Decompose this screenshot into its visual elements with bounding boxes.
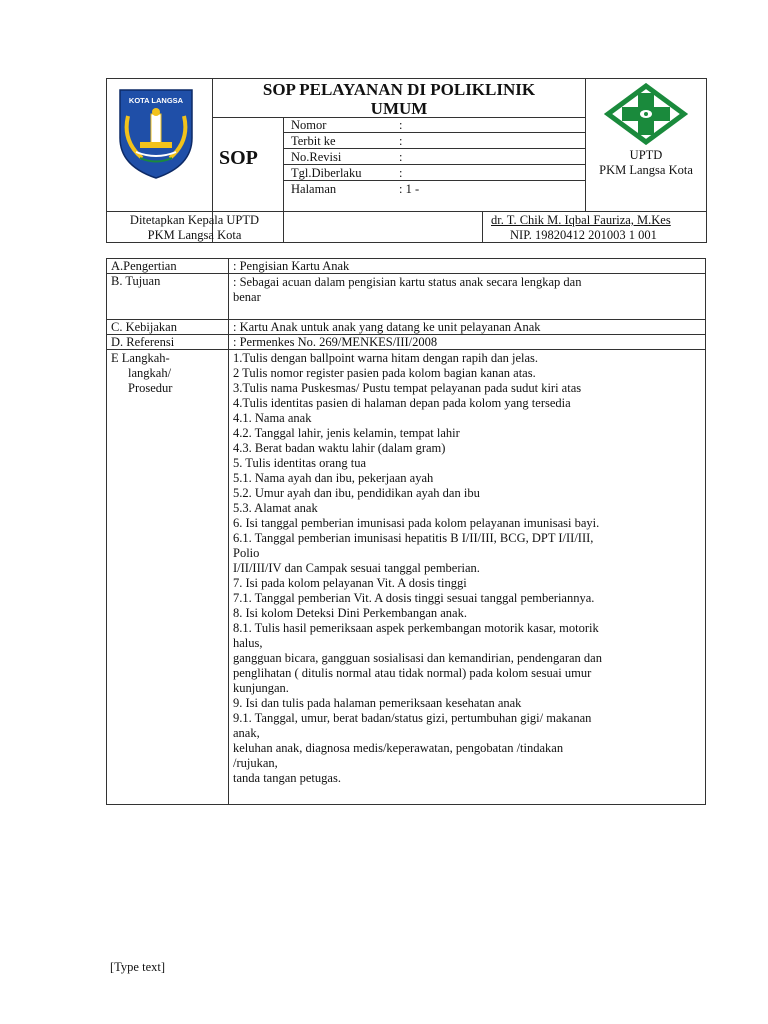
procedure-line: 1.Tulis dengan ballpoint warna hitam dengan rapih dan jelas. — [233, 351, 539, 365]
row-tujuan-content-2: benar — [233, 290, 261, 304]
ditetapkan-line-2: PKM Langsa Kota — [147, 228, 242, 242]
procedure-line: keluhan anak, diagnosa medis/keperawatan, pengobatan /tindakan — [233, 741, 564, 755]
field-nomor-value: : — [399, 118, 403, 132]
procedure-line: 6. Isi tanggal pemberian imunisasi pada kolom pelayanan imunisasi bayi. — [233, 516, 600, 530]
procedure-line: gangguan bicara, gangguan sosialisasi dan kemandirian, pendengaran dan — [233, 651, 602, 665]
procedure-line: 9. Isi dan tulis pada halaman pemeriksaan kesehatan anak — [233, 696, 522, 710]
procedure-line: Polio — [233, 546, 260, 560]
field-halaman-value: : 1 - — [399, 182, 420, 196]
field-revisi-label: No.Revisi — [291, 150, 342, 164]
page-title — [212, 80, 586, 118]
procedure-line: 6.1. Tanggal pemberian imunisasi hepatitis B I/II/III, BCG, DPT I/II/III, — [233, 531, 594, 545]
procedure-line: anak, — [233, 726, 260, 740]
procedure-line: halus, — [233, 636, 263, 650]
org-name: PKM Langsa Kota — [599, 163, 693, 177]
procedure-line: 7.1. Tanggal pemberian Vit. A dosis tinggi sesuai tanggal pemberiannya. — [233, 591, 595, 605]
signer-name: dr. T. Chik M. Iqbal Fauriza, M.Kes — [491, 213, 671, 227]
field-terbit-value: : — [399, 134, 403, 148]
row-referensi-content: : Permenkes No. 269/MENKES/III/2008 — [233, 335, 438, 349]
row-prosedur-label-3: Prosedur — [128, 381, 173, 395]
row-prosedur-label-2: langkah/ — [128, 366, 172, 380]
footer-placeholder[interactable]: [Type text] — [110, 960, 166, 974]
title-line-1: SOP PELAYANAN DI POLIKLINIK — [262, 80, 536, 99]
procedure-line: 4.2. Tanggal lahir, jenis kelamin, tempat lahir — [233, 426, 460, 440]
sop-label: SOP — [219, 147, 258, 169]
row-tujuan-content-1: : Sebagai acuan dalam pengisian kartu status anak secara lengkap dan — [233, 275, 582, 289]
ditetapkan-line-1: Ditetapkan Kepala UPTD — [129, 213, 260, 227]
procedure-line: 3.Tulis nama Puskesmas/ Pustu tempat pelayanan pada sudut kiri atas — [233, 381, 582, 395]
row-kebijakan-content: : Kartu Anak untuk anak yang datang ke unit pelayanan Anak — [233, 320, 541, 334]
title-line-2: UMUM — [370, 99, 428, 118]
row-kebijakan-label: C. Kebijakan — [111, 320, 177, 334]
kota-langsa-logo — [114, 86, 198, 180]
field-halaman-label: Halaman — [291, 182, 337, 196]
row-prosedur-label-1: E Langkah- — [111, 351, 170, 365]
procedure-line: 9.1. Tanggal, umur, berat badan/status gizi, pertumbuhan gigi/ makanan — [233, 711, 592, 725]
row-pengertian-label: A.Pengertian — [111, 259, 177, 273]
procedure-line: 5.3. Alamat anak — [233, 501, 318, 515]
procedure-line: tanda tangan petugas. — [233, 771, 341, 785]
field-nomor-label: Nomor — [291, 118, 327, 132]
field-diberlaku-label: Tgl.Diberlaku — [291, 166, 362, 180]
procedure-line: 5. Tulis identitas orang tua — [233, 456, 366, 470]
procedure-line: /rujukan, — [233, 756, 278, 770]
procedure-line: 4.3. Berat badan waktu lahir (dalam gram) — [233, 441, 446, 455]
logo-text: KOTA LANGSA — [128, 96, 184, 105]
procedure-steps — [233, 351, 703, 786]
procedure-line: I/II/III/IV dan Campak sesuai tanggal pemberian. — [233, 561, 480, 575]
row-pengertian-content: : Pengisian Kartu Anak — [233, 259, 350, 273]
row-tujuan-label: B. Tujuan — [111, 274, 161, 288]
field-diberlaku-value: : — [399, 166, 403, 180]
procedure-line: 2 Tulis nomor register pasien pada kolom bagian kanan atas. — [233, 366, 536, 380]
procedure-line: 4.Tulis identitas pasien di halaman depan pada kolom yang tersedia — [233, 396, 571, 410]
procedure-line: 8. Isi kolom Deteksi Dini Perkembangan anak. — [233, 606, 467, 620]
procedure-line: 8.1. Tulis hasil pemeriksaan aspek perkembangan motorik kasar, motorik — [233, 621, 599, 635]
procedure-line: 5.1. Nama ayah dan ibu, pekerjaan ayah — [233, 471, 434, 485]
field-revisi-value: : — [399, 150, 403, 164]
field-terbit-label: Terbit ke — [291, 134, 336, 148]
procedure-line: 5.2. Umur ayah dan ibu, pendidikan ayah dan ibu — [233, 486, 480, 500]
procedure-line: kunjungan. — [233, 681, 289, 695]
procedure-line: penglihatan ( ditulis normal atau tidak normal) pada kolom sesuai umur — [233, 666, 592, 680]
procedure-line: 4.1. Nama anak — [233, 411, 312, 425]
org-unit: UPTD — [629, 148, 663, 162]
row-referensi-label: D. Referensi — [111, 335, 175, 349]
signer-nip: NIP. 19820412 201003 1 001 — [510, 228, 657, 242]
puskesmas-logo — [604, 83, 688, 145]
procedure-line: 7. Isi pada kolom pelayanan Vit. A dosis tinggi — [233, 576, 467, 590]
